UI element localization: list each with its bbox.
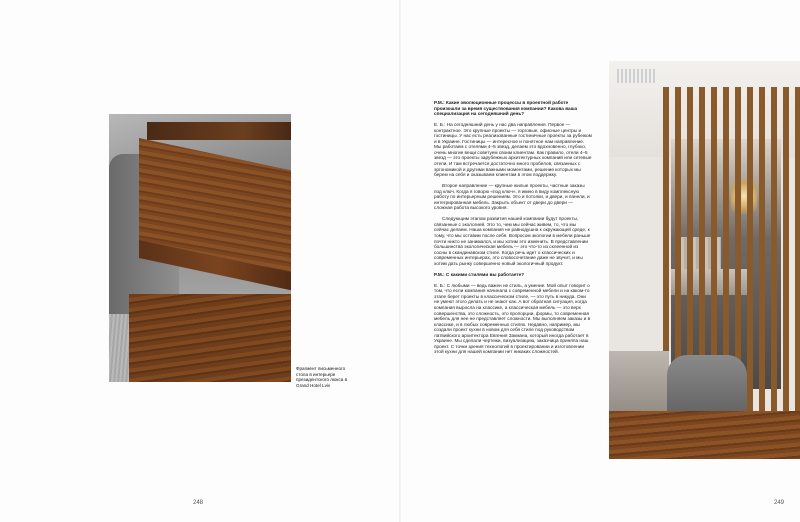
article-column [434, 100, 592, 360]
paragraph-3: Следующим этапом развития нашей компании будут проекты, связанные с экологией. Это то, чем мы сейчас живем, то, что мы сейчас делаем. Наша компания не равнодушна к окружающей среде, к тому, что мы оставим после себя. Вопросом экологии в мебели раньше почти никто не занимался, и мы хотим это изменить. В представлении большинства экологическая мебель — это что-то из склеенной из сосны в скандинавском стиле. Когда речь идет о классических и современных интерьерах, это словосочетание даже не звучит, и мы хотим дать рынку совершенно новый экологичный продукт. [434, 216, 591, 266]
question-2: P.M.: С какими стилями вы работаете? [434, 271, 525, 277]
paragraph-2: Второе направление — крупные жилые проекты, частные заказы под ключ. Когда я говорю «под ключ», я имею в виду комплексную работу по интерьерным решениям. Это и потолки, и двери, и панели, и интегрированная мебель. Закрыть объект от двери до двери — сложная работа высокого уровня. [434, 183, 590, 211]
book-spine [399, 0, 401, 522]
page-number-left: 248 [193, 500, 204, 506]
bedroom-interior-photo [609, 61, 800, 459]
question-1: P.M.: Какие эволюционные процессы в проектной работе произошли за время существования компании? Какова ваша специализация на сегодняшний день? [434, 100, 578, 117]
answer-2: Е. Б.: С любыми — ведь важен не стиль, а умение. Мой опыт говорит о том, что если компания начинала с современной мебели и на каком-то этапе берет проекты в классическом стиле, — это путь в никуда. Они не умеют этого делать и не знают как. А вот обратная ситуация, когда компания выросла на классике, а классическая мебель — это верх совершенства, это сложность, это пропорции, формы, то современная мебель для нее не представляет сложности. Мы выполняем заказы и в классике, и в любых современных стилях. Недавно, например, мы создали проект кухни в новом для себя стиле под руководством латвийского архитектора Евгения Закмана, который иногда работает в Украине. Мы сделали чертежи, визуализацию, заказчица приняла наш проект. С точки зрения технологий в проектировании и изготовлении этой кухни для нашей компании нет никаких сложностей. [434, 282, 591, 355]
walnut-desk-photo [109, 114, 291, 382]
desk-upper-slab [147, 122, 291, 140]
desk-base [129, 294, 291, 382]
vent-icon [617, 69, 657, 83]
walnut-table-foreground [609, 411, 800, 459]
photo-caption: Фрагмент письменного стола в интерьере президентского люкса в Grand Hotel Lviv [296, 366, 348, 388]
page-number-right: 249 [774, 500, 785, 506]
answer-1: Е. Б.: На сегодняшний день у нас два направления. Первое — контрактное. Это крупные проекты — торговые, офисные центры и гостиницы. У нас есть реализованные гостиничные проекты за рубежом и в Украине. Гостиницы — интересное и понятное нам направление. Мы работаем с отелями 4–5 звезд, делаем это вдохновенно, глубоко, очень многие вещи советуем своим клиентам. Как правило, отели 4–5 звезд — это проекты зарубежных архитектурных компаний или сетевые отели. И там встречается достаточно много пробелов, связанных с эргономикой и другими важными моментами, решение которых мы берем на себя и оказываем клиентам в этом поддержку. [434, 122, 592, 178]
